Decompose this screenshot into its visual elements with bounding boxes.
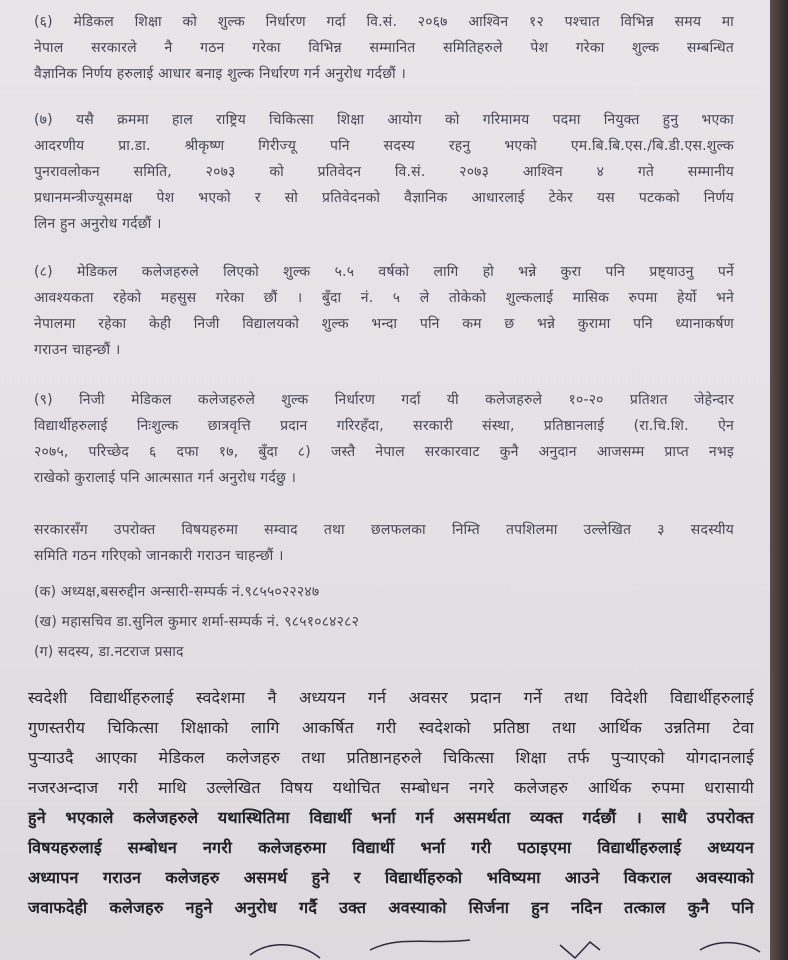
paragraph-line: प्रधानमन्त्रीज्यूसमक्ष पेश भएको र सो प्रतिवेदनको वैज्ञानिक आधारलाई टेकेर यस पटकको निर्णय bbox=[34, 190, 734, 206]
committee-member-member: (ग) सदस्य, डा.नटराज प्रसाद bbox=[34, 644, 184, 660]
paragraph-line: वैज्ञानिक निर्णय हरुलाई आधार बनाइ शुल्क निर्धारण गर्न अनुरोध गर्दछौं । bbox=[34, 66, 407, 82]
paragraph-line: नेपालमा रहेका केही निजी विद्यालयको शुल्क भन्दा पनि कम छ भन्ने कुरामा पनि ध्यानाकर्षण bbox=[34, 316, 734, 332]
paragraph-line: सरकारसँग उपरोक्त विषयहरुमा सम्वाद तथा छलफलका निम्ति तपशिलमा उल्लेखित ३ सदस्यीय bbox=[34, 522, 734, 538]
paragraph-line: आदरणीय प्रा.डा. श्रीकृष्ण गिरीज्यू पनि सदस्य रहनु भएको एम.बि.बि.एस./बि.डी.एस.शुल्क bbox=[34, 138, 734, 154]
paragraph-line: स्वदेशी विद्यार्थीहरुलाई स्वदेशमा नै अध्ययन गर्न अवसर प्रदान गर्ने तथा विदेशी विद्यार्थीहरुलाई bbox=[28, 688, 754, 707]
paragraph-line: पुनरावलोकन समिति, २०७३ को प्रतिवेदन वि.सं. २०७३ आश्विन ४ गते सम्मानीय bbox=[34, 164, 734, 180]
paragraph-line: अध्यापन गराउन कलेजहरु असमर्थ हुने र विद्यार्थीहरुको भविष्यमा आउने विकराल अवस्याको bbox=[28, 868, 754, 887]
paragraph-line: (९) निजी मेडिकल कलेजहरुले शुल्क निर्धारण गर्दा यी कलेजहरुले १०-२० प्रतिशत जेहेन्दार bbox=[34, 392, 734, 408]
paragraph-line: जवाफदेही कलेजहरु नहुने अनुरोध गर्दै उक्त अवस्याको सिर्जना हुन नदिन तत्काल कुनै पनि bbox=[28, 898, 754, 917]
paragraph-line: (६) मेडिकल शिक्षा को शुल्क निर्धारण गर्दा वि.सं. २०६७ आश्विन १२ पश्चात विभिन्न समय मा bbox=[34, 14, 734, 30]
paragraph-line: नजरअन्दाज गरी माथि उल्लेखित विषय यथोचित सम्बोधन नगरे कलेजहरु आर्थिक रुपमा धरासायी bbox=[28, 778, 754, 797]
paragraph-line: विद्यार्थीहरुलाई निःशुल्क छात्रवृत्ति प्रदान गरिरहँदा, सरकारी संस्था, प्रतिष्ठानलाई (रा.चि.शि. ऐन bbox=[34, 418, 734, 434]
paragraph-line: राखेको कुरालाई पनि आत्मसात गर्न अनुरोध गर्दछु । bbox=[34, 470, 297, 486]
paragraph-line: पुऱ्याउदै आएका मेडिकल कलेजहरु तथा प्रतिष्ठानहरुले चिकित्सा शिक्षा तर्फ पुऱ्याएको योगदानलाई bbox=[28, 748, 754, 767]
paragraph-line: (८) मेडिकल कलेजहरुले लिएको शुल्क ५.५ वर्षको लागि हो भन्ने कुरा पनि प्रष्ट्याउनु पर्ने bbox=[34, 264, 734, 280]
paragraph-line: नेपाल सरकारले नै गठन गरेका विभिन्न सम्मानित समितिहरुले पेश गरेका शुल्क सम्बन्धित bbox=[34, 40, 734, 56]
paragraph-line: गुणस्तरीय चिकित्सा शिक्षाको लागि आकर्षित गरी स्वदेशको प्रतिष्ठा तथा आर्थिक उन्नतिमा टेवा bbox=[28, 718, 754, 737]
paragraph-line: (७) यसै क्रममा हाल राष्ट्रिय चिकित्सा शिक्षा आयोग को गरिमामय पदमा नियुक्त हुनु भएका bbox=[34, 112, 734, 128]
committee-member-secretary: (ख) महासचिव डा.सुनिल कुमार शर्मा-सम्पर्क नं. ९८५१०८४२८२ bbox=[34, 614, 360, 630]
paragraph-line: समिति गठन गरिएको जानकारी गराउन चाहन्छौं । bbox=[34, 548, 284, 564]
paragraph-line: लिन हुन अनुरोध गर्दछौं । bbox=[34, 216, 162, 232]
paragraph-line: २०७५, परिच्छेद ६ दफा १७, बुँदा ८) जस्तै नेपाल सरकारवाट कुनै अनुदान आजसम्म प्राप्त नभइ bbox=[34, 444, 734, 460]
signature-scribbles bbox=[0, 920, 770, 960]
page-edge-shadow bbox=[770, 0, 788, 960]
committee-member-chair: (क) अध्यक्ष,बसरुद्दीन अन्सारी-सम्पर्क नं.९८५५०२२२४७ bbox=[34, 584, 320, 600]
paragraph-line: आवश्यकता रहेको महसुस गरेका छौं । बुँदा नं. ५ ले तोकेको शुल्कलाई मासिक रुपमा हेर्यो भने bbox=[34, 290, 734, 306]
paragraph-line: गराउन चाहन्छौं । bbox=[34, 342, 121, 358]
paragraph-line: विषयहरुलाई सम्बोधन नगरी कलेजहरुमा विद्यार्थी भर्ना गरी पठाइएमा विद्यार्थीहरुलाई अध्ययन bbox=[28, 838, 754, 857]
paragraph-line: हुने भएकाले कलेजहरुले यथास्थितिमा विद्यार्थी भर्ना गर्न असमर्थता व्यक्त गर्दछौं । साथै उपरोक्त bbox=[28, 808, 754, 827]
